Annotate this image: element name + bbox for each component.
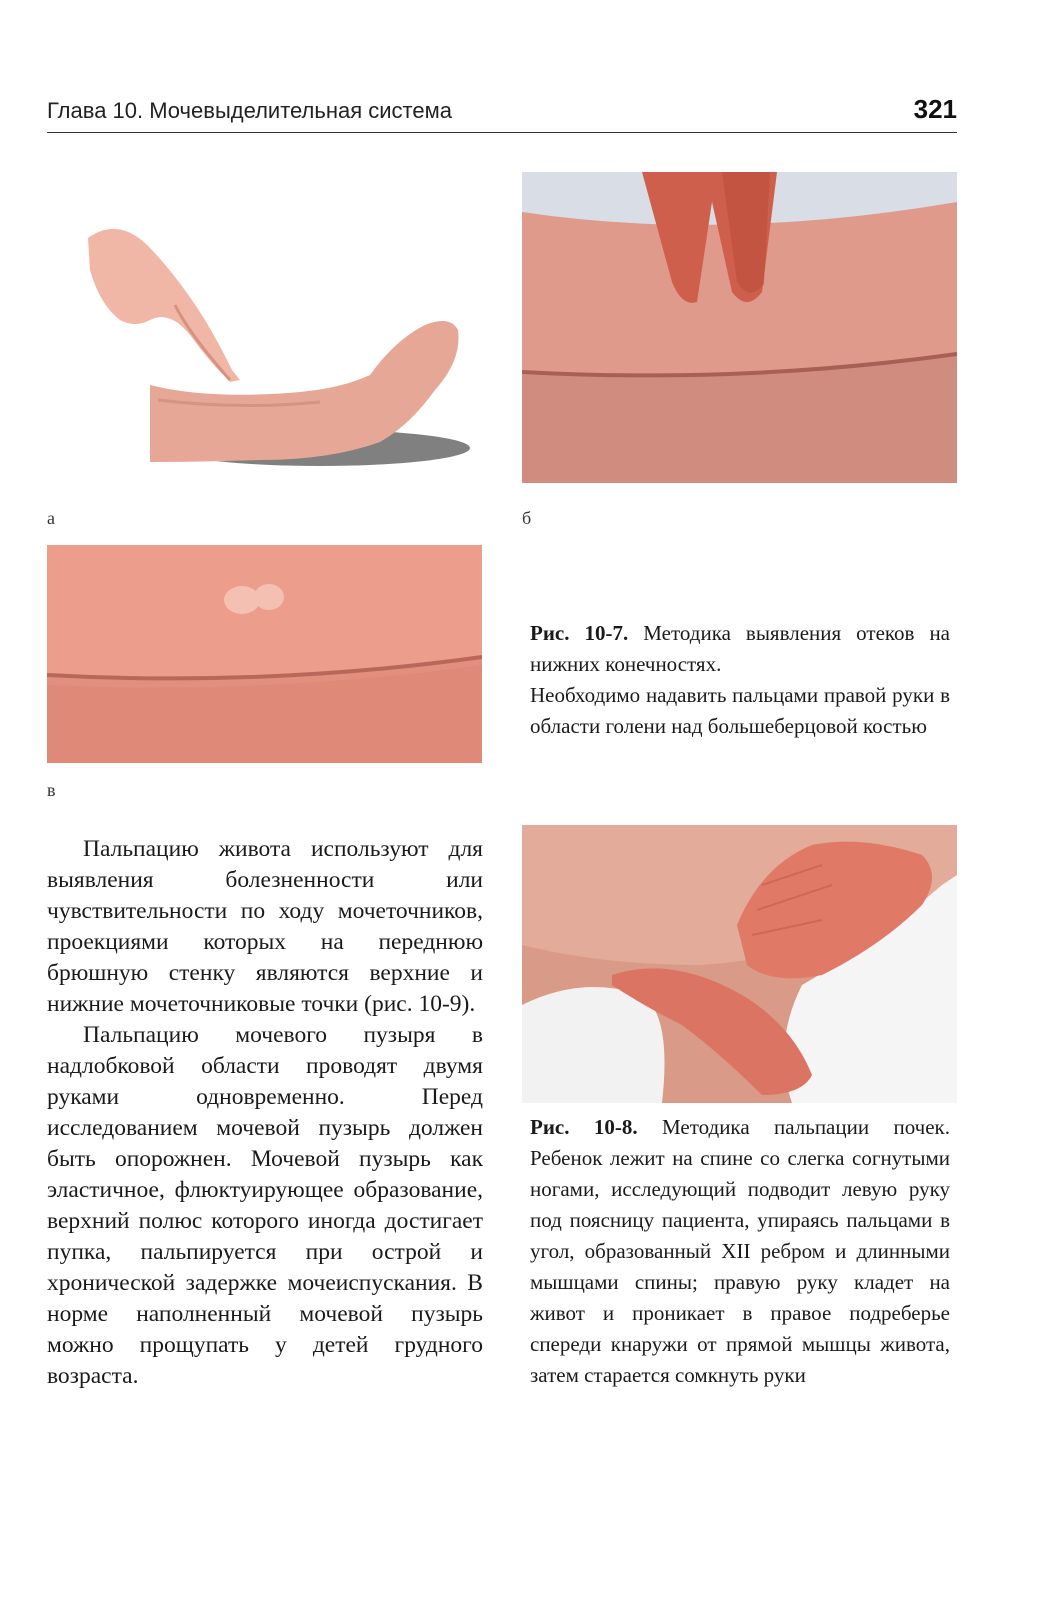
- figure-caption-10-7: [530, 618, 950, 742]
- figure-label-a: а: [47, 508, 55, 528]
- page-number: 321: [913, 94, 957, 124]
- figure-10-7b-photo: [522, 172, 957, 483]
- figure-label-b: б: [522, 508, 532, 528]
- figure-label-v: в: [47, 780, 56, 800]
- caption-10-8-text-block: [530, 1112, 950, 1391]
- caption-10-8-text: Методика пальпации почек. Ребенок лежит на спине со слегка согнутыми ногами, исследующий подводит левую руку под поясницу пациента, упираясь пальцами в угол, образованный XII ребром и длинными мышцами спины; правую руку кладет на живот и проникает в правое подреберье спереди кнаружи от прямой мышцы живота, затем старается сомкнуть руки: [530, 1115, 950, 1387]
- figure-10-7v-photo: [47, 545, 482, 763]
- caption-10-7-text: Необходимо надавить пальцами правой руки в области голени над большеберцовой костью: [530, 683, 950, 738]
- caption-10-7-title-text: Методика выявления отеков на нижних конечностях.: [530, 621, 951, 676]
- caption-10-7-title: [530, 618, 950, 680]
- figure-10-8-photo: [522, 825, 957, 1103]
- running-header: [47, 94, 957, 133]
- figure-caption-10-8: [530, 1112, 950, 1391]
- figure-10-7a-illustration: [80, 210, 470, 480]
- body-text: [47, 834, 483, 1392]
- chapter-title: Глава 10. Мочевыделительная система: [47, 98, 452, 123]
- caption-10-8-number: Рис. 10-8.: [530, 1115, 638, 1139]
- body-paragraph-1: Пальпацию живота используют для выявления болезненности или чувствительности по ходу мочеточников, проекциями которых на переднюю брюшную стенку являются верхние и нижние мочеточниковые точки (рис. 10-9).: [47, 836, 483, 1017]
- caption-10-7-number: Рис. 10-7.: [530, 621, 629, 645]
- body-paragraph-2: Пальпацию мочевого пузыря в надлобковой области проводят двумя руками одновременно. Перед исследованием мочевой пузырь должен быть опорожнен. Мочевой пузырь как эластичное, флюктуирующее образование, верхний полюс которого иногда достигает пупка, пальпируется при острой и хронической задержке мочеиспускания. В норме наполненный мочевой пузырь можно прощупать у детей грудного возраста.: [47, 1022, 483, 1389]
